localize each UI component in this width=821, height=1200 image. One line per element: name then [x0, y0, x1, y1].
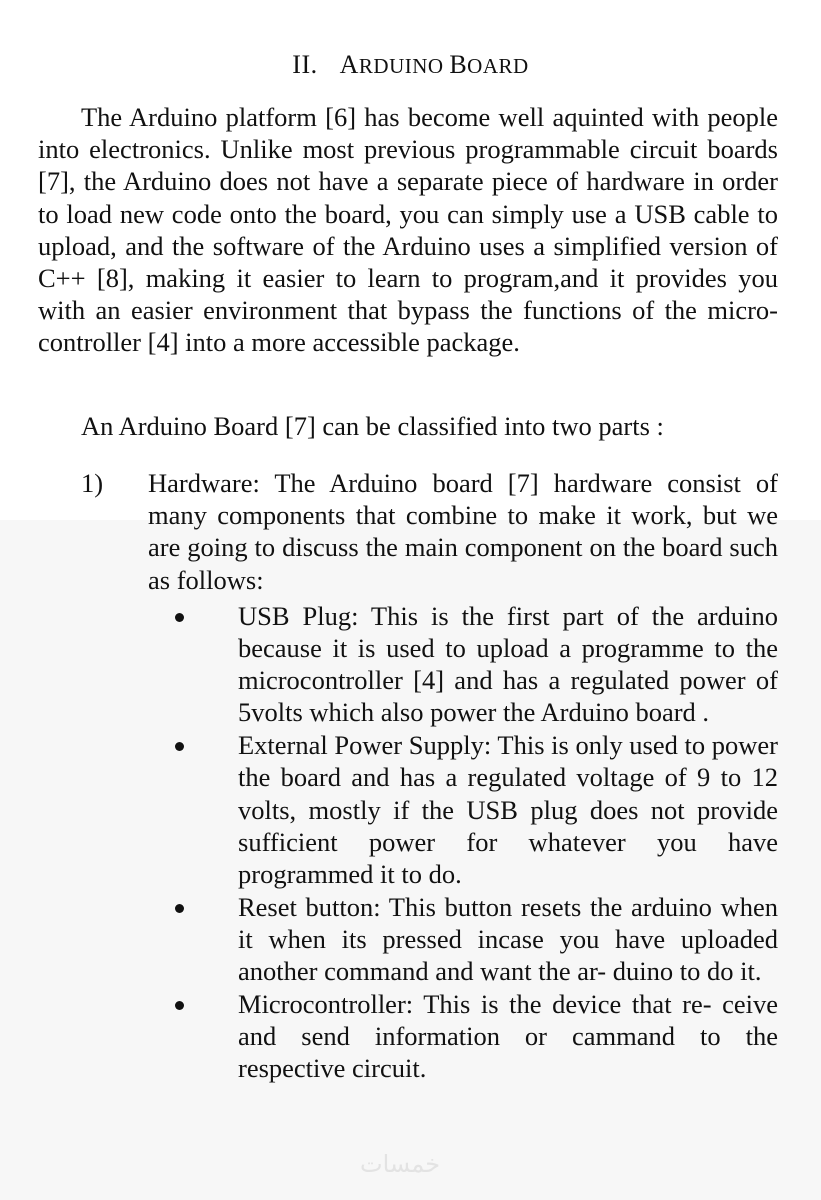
section-heading — [0, 50, 821, 80]
section-title-part-1: RDUINO — [358, 54, 450, 78]
bullet-icon — [175, 613, 184, 622]
numbered-list — [38, 467, 778, 1084]
bullet-text: External Power Supply: This is only used to power the board and has a regulated voltage of 9 to 12 volts, mostly if the USB plug does not provide sufficient power for whatever you have programmed it to do. — [238, 730, 778, 889]
section-title-initial-b: B — [449, 50, 468, 79]
list-item-number: 1) — [81, 468, 104, 498]
bullet-item-microcontroller — [238, 988, 778, 1085]
list-item-body — [148, 467, 778, 1084]
watermark: خمسات — [360, 1150, 441, 1178]
bullet-item-usb-plug — [238, 600, 778, 729]
list-item-text: Hardware: The Arduino board [7] hardware consist of many components that combine to make it work, but we are going to discuss the main component on the board such as follows: — [148, 468, 778, 595]
paragraph-classification: An Arduino Board [7] can be classified into two parts : — [81, 411, 664, 441]
bullet-item-power-supply — [238, 729, 778, 890]
list-item-hardware — [38, 467, 778, 1084]
paragraph-intro: The Arduino platform [6] has become well aquinted with people into electronics. Unlike most previous programmable circuit boards [7], the Arduino does not have a separate piece of hardware in order to load new code onto the board, you can simply use a USB cable to upload, and the software of the Arduino uses a simplified version of C++ [8], making it easier to learn to program,and it provides you with an easier environment that bypass the functions of the micro-controller [4] into a more accessible package. — [38, 102, 778, 358]
bullet-icon — [175, 904, 184, 913]
bullet-text: Microcontroller: This is the device that re- ceive and send information or cammand to the respective circuit. — [238, 988, 778, 1084]
bullet-text: USB Plug: This is the first part of the arduino because it is used to upload a programme to the microcontroller [4] and has a regulated power of 5volts which also power the Arduino board . — [238, 600, 778, 728]
bullet-icon — [175, 1001, 184, 1010]
bullet-list — [148, 600, 778, 1085]
section-title-initial-a: A — [339, 50, 359, 79]
bullet-icon — [175, 742, 184, 751]
bullet-text: Reset button: This button resets the arduino when it when its pressed incase you have uploaded another command and want the ar- duino to do it. — [238, 891, 778, 987]
section-number: II. — [292, 50, 318, 79]
bullet-item-reset-button — [238, 891, 778, 988]
section-title-part-2: OARD — [467, 54, 529, 78]
